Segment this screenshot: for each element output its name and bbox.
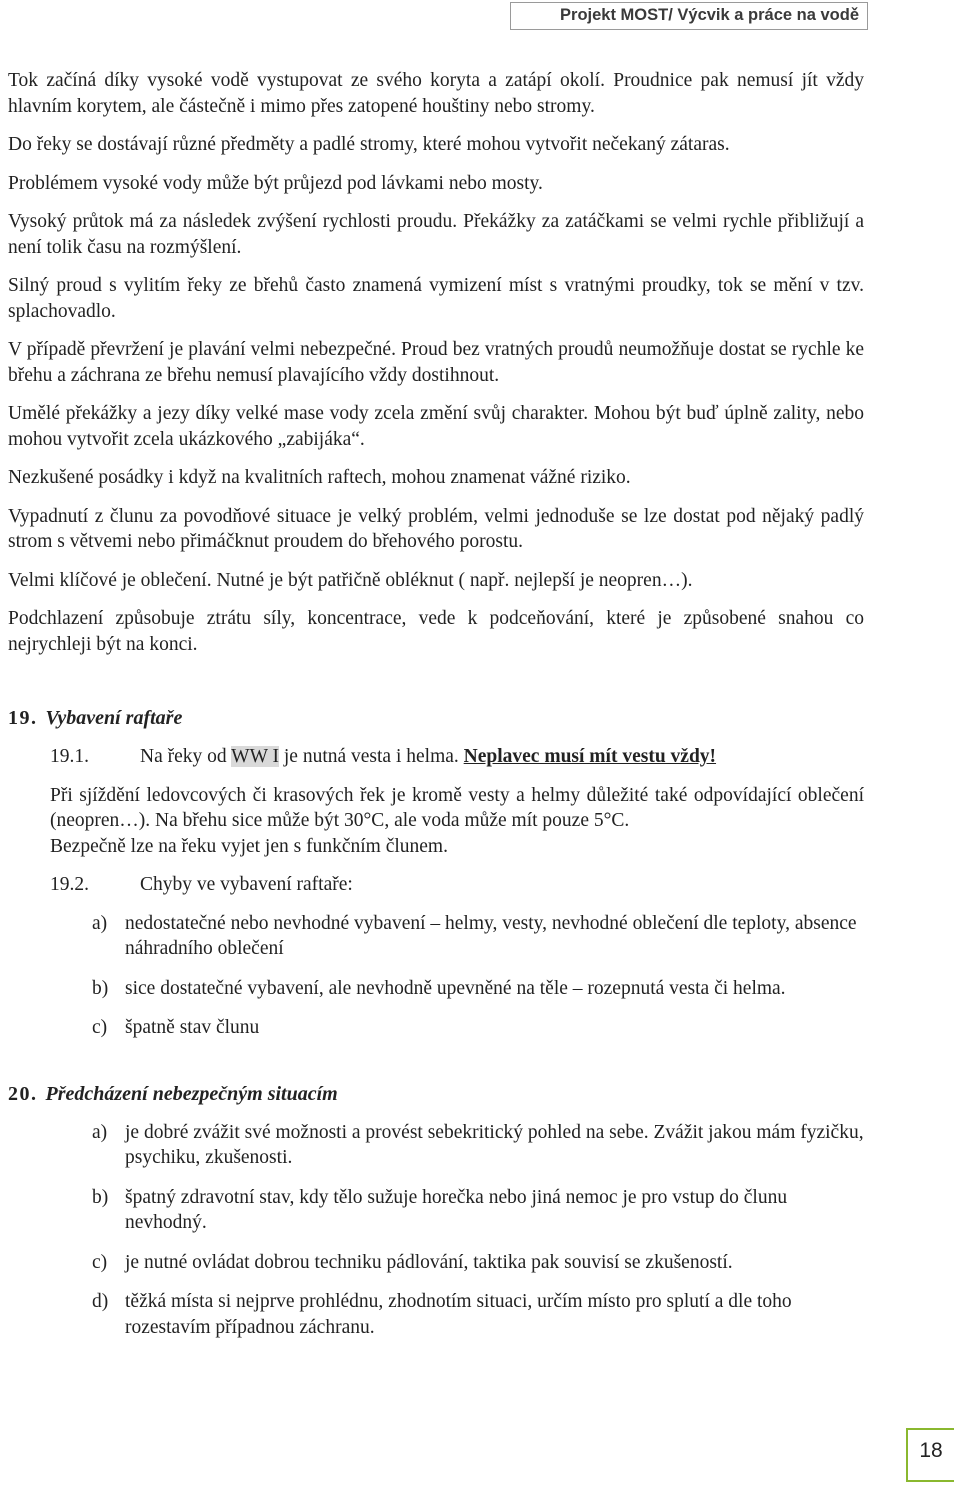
list-item: [92, 1185, 864, 1236]
list-item: [92, 1289, 864, 1340]
running-header: [510, 2, 868, 30]
list-label: b): [92, 1186, 109, 1208]
subsection-19-1: [50, 744, 864, 770]
list-text: je dobré zvážit své možnosti a provést sebekritický pohled na sebe. Zvážit jakou mám fyzičku, psychiku, zkušenosti.: [125, 1121, 864, 1168]
section-heading-20: [8, 1081, 864, 1107]
subsection-text: Chyby ve vybavení raftaře:: [140, 874, 353, 895]
paragraph-capsize: V případě převržení je plavání velmi nebezpečné. Proud bez vratných proudů neumožňuje dostat se rychle ke břehu a záchrana ze břehu nemusí plavajícího vždy dostihnout.: [8, 339, 864, 386]
list-item: [92, 911, 864, 962]
subsection-number: 19.2.: [50, 874, 89, 895]
list-label: c): [92, 1251, 108, 1273]
paragraph-flow-speed: Vysoký průtok má za následek zvýšení rychlosti proudu. Překážky za zatáčkami se velmi rychle přibližují a není tolik času na rozmýšlení.: [8, 211, 864, 258]
subsection-19-2: [50, 872, 864, 898]
paragraph-strong-current: Silný proud s vylitím řeky ze břehů často znamená vymizení míst s vratnými proudky, tok se mění v tzv. splachovadlo.: [8, 275, 864, 322]
list-text: nedostatečné nebo nevhodné vybavení – helmy, vesty, nevhodné oblečení dle teploty, absence náhradního oblečení: [125, 912, 857, 959]
list-item: [92, 1250, 864, 1276]
list-label: d): [92, 1291, 109, 1312]
page-body: [8, 68, 864, 1354]
paragraph-clothing: Velmi klíčové je oblečení. Nutné je být patřičně obléknut ( např. nejlepší je neopren…).: [8, 569, 693, 591]
list-item: [92, 1015, 864, 1041]
paragraph-inexperienced-crews: Nezkušené posádky i když na kvalitních raftech, mohou znamenat vážné riziko.: [8, 467, 631, 488]
list-text: špatný zdravotní stav, kdy tělo sužuje horečka nebo jiná nemoc je pro vstup do člunu nevhodný.: [125, 1186, 788, 1233]
list-label: a): [92, 1121, 108, 1143]
list-text: špatně stav člunu: [125, 1017, 260, 1038]
section-number: 20.: [8, 1082, 38, 1105]
section-title: Předcházení nebezpečným situacím: [45, 1082, 338, 1105]
page-number: 18: [919, 1439, 943, 1462]
paragraph-functional-raft: Bezpečně lze na řeku vyjet jen s funkčním člunem.: [50, 835, 448, 857]
list-label: b): [92, 977, 109, 999]
list-text: těžká místa si nejprve prohlédnu, zhodnotím situaci, určím místo pro splutí a dle toho rozestavím případnou záchranu.: [125, 1291, 792, 1338]
paragraph-hypothermia: Podchlazení způsobuje ztrátu síly, koncentrace, vede k podceňování, které je způsobené snahou co nejrychleji být na konci.: [8, 608, 864, 655]
paragraph-falling-out: Vypadnutí z člunu za povodňové situace je velký problém, velmi jednoduše se lze dostat pod nějaký padlý strom s větvemi nebo přimáčknut proudem do břehového porostu.: [8, 505, 864, 552]
list-item: [92, 976, 864, 1002]
paragraph-debris: Do řeky se dostávají různé předměty a padlé stromy, které mohou vytvořit nečekaný zátaras.: [8, 134, 730, 155]
highlighted-grade: WW I: [231, 746, 279, 767]
list-label: c): [92, 1017, 108, 1038]
list-text: sice dostatečné vybavení, ale nevhodně upevněné na těle – rozepnutá vesta či helma.: [125, 977, 786, 999]
subsection-text-before: Na řeky od: [140, 746, 232, 767]
section-title: Vybavení raftaře: [45, 707, 183, 729]
paragraph-glacier-rivers: Při sjíždění ledovcových či krasových řek je kromě vesty a helmy důležité také odpovídající oblečení (neopren…). Na břehu sice může být 30°C, ale voda může mít pouze 5°C.: [50, 784, 864, 831]
paragraph-flood-overflow: Tok začíná díky vysoké vodě vystupovat ze svého koryta a zatápí okolí. Proudnice pak nemusí jít vždy hlavním korytem, ale částečně i mimo přes zatopené houštiny nebo stromy.: [8, 70, 864, 117]
subsection-text-after: je nutná vesta i helma.: [279, 746, 464, 767]
header-title: Projekt MOST/ Výcvik a práce na vodě: [560, 6, 859, 24]
list-label: a): [92, 912, 108, 934]
section-number: 19.: [8, 707, 38, 729]
page-number-box: [906, 1428, 954, 1482]
emphasis-warning: Neplavec musí mít vestu vždy!: [463, 746, 717, 767]
section-heading-19: [8, 705, 864, 731]
list-text: je nutné ovládat dobrou techniku pádlování, taktika pak souvisí se zkušeností.: [125, 1251, 733, 1273]
subsection-number: 19.1.: [50, 746, 89, 767]
paragraph-weirs: Umělé překážky a jezy díky velké mase vody zcela změní svůj charakter. Mohou být buď úplně zality, nebo mohou vytvořit zcela ukázkového „zabijáka“.: [8, 403, 864, 450]
list-item: [92, 1120, 864, 1171]
paragraph-bridges: Problémem vysoké vody může být průjezd pod lávkami nebo mosty.: [8, 172, 543, 194]
